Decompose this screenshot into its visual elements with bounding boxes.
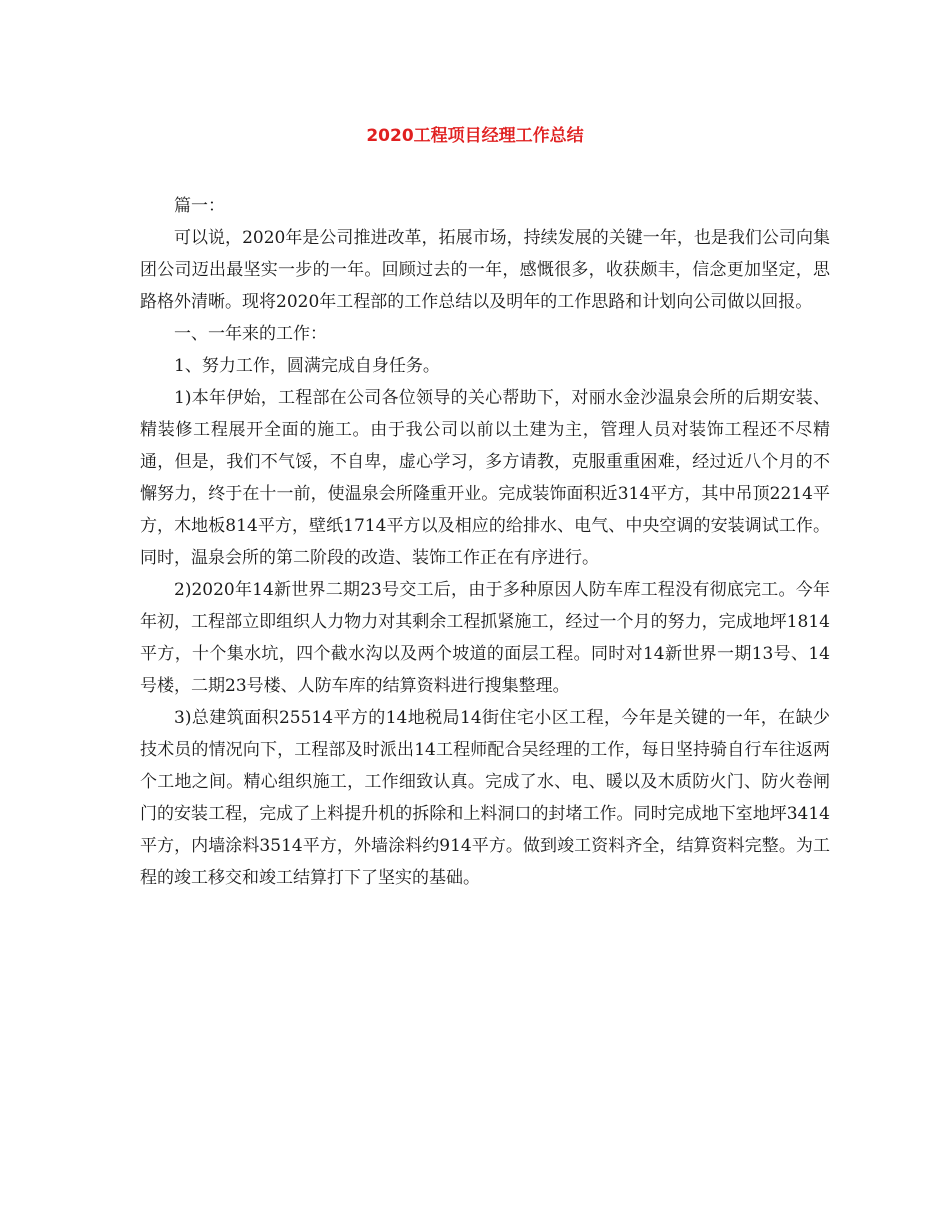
- document-title: 2020工程项目经理工作总结: [366, 126, 584, 146]
- paragraph-item-2: 2)2020年14新世界二期23号交工后，由于多种原因人防车库工程没有彻底完工。今年年初，工程部立即组织人力物力对其剩余工程抓紧施工，经过一个月的努力，完成地坪1814平方，十个集水坑，四个截水沟以及两个坡道的面层工程。同时对14新世界一期13号、14号楼，二期23号楼、人防车库的结算资料进行搜集整理。: [140, 580, 830, 696]
- paragraph-item-1: 1)本年伊始，工程部在公司各位领导的关心帮助下，对丽水金沙温泉会所的后期安装、精装修工程展开全面的施工。由于我公司以前以土建为主，管理人员对装饰工程还不尽精通，但是，我们不气馁，不自卑，虚心学习，多方请教，克服重重困难，经过近八个月的不懈努力，终于在十一前，使温泉会所隆重开业。完成装饰面积近314平方，其中吊顶2214平方，木地板814平方，壁纸1714平方以及相应的给排水、电气、中央空调的安装调试工作。同时，温泉会所的第二阶段的改造、装饰工作正在有序进行。: [140, 388, 830, 568]
- paragraph-intro: 可以说，2020年是公司推进改革，拓展市场，持续发展的关键一年，也是我们公司向集团公司迈出最坚实一步的一年。回顾过去的一年，感慨很多，收获颇丰，信念更加坚定，思路格外清晰。现将2020年工程部的工作总结以及明年的工作思路和计划向公司做以回报。: [140, 228, 830, 312]
- paragraph-heading-work: 一、一年来的工作：: [174, 324, 327, 344]
- document-body: [140, 190, 830, 894]
- paragraph-item-3: 3)总建筑面积25514平方的14地税局14街住宅小区工程，今年是关键的一年，在缺少技术员的情况向下，工程部及时派出14工程师配合吴经理的工作，每日坚持骑自行车往返两个工地之间。精心组织施工，工作细致认真。完成了水、电、暖以及木质防火门、防火卷闸门的安装工程，完成了上料提升机的拆除和上料洞口的封堵工作。同时完成地下室地坪3414平方，内墙涂料3514平方，外墙涂料约914平方。做到竣工资料齐全，结算资料完整。为工程的竣工移交和竣工结算打下了坚实的基础。: [140, 708, 830, 888]
- paragraph-subheading-tasks: 1、努力工作，圆满完成自身任务。: [174, 356, 440, 376]
- paragraph-section-label: 篇一：: [174, 196, 225, 216]
